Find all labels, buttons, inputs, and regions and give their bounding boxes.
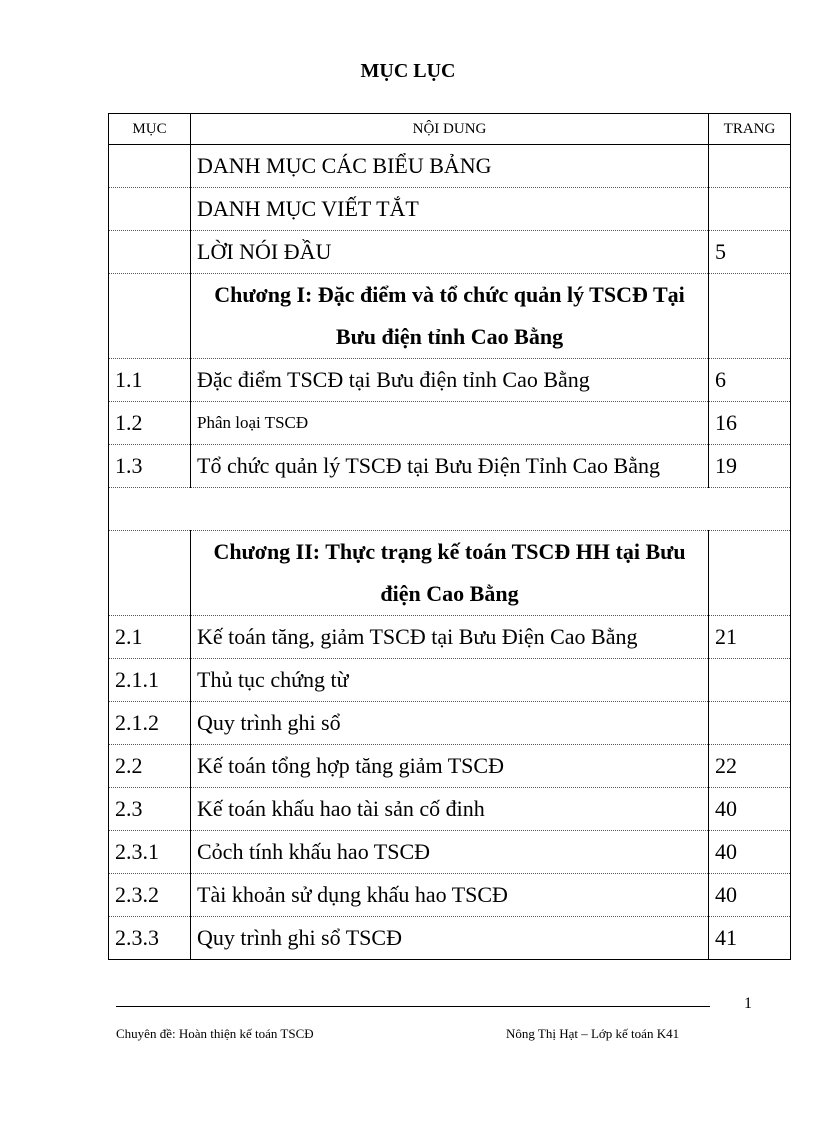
toc-row-page: 22 [709,745,791,788]
toc-row [109,874,791,917]
toc-row [109,359,791,402]
header-muc: MỤC [109,114,191,145]
page-title: MỤC LỤC [360,60,456,82]
toc-row-page [709,145,791,188]
toc-row-content: LỜI NÓI ĐẦU [191,231,709,274]
toc-row-page: 5 [709,231,791,274]
footer-topic: Chuyên đề: Hoàn thiện kế toán TSCĐ [116,1026,314,1041]
toc-row [109,188,791,231]
toc-row-number: 2.1 [109,616,191,659]
toc-row-number: 2.3.2 [109,874,191,917]
toc-row-content: Phân loại TSCĐ [191,402,709,445]
toc-row-number: 2.3.1 [109,831,191,874]
header-trang: TRANG [709,114,791,145]
toc-row-page: 19 [709,445,791,488]
toc-row-content: Cỏch tính khấu hao TSCĐ [191,831,709,874]
toc-header-row [109,114,791,145]
toc-row-content: Đặc điểm TSCĐ tại Bưu điện tỉnh Cao Bằng [191,359,709,402]
toc-row-content: Quy trình ghi sổ [191,702,709,745]
footer-divider [116,1006,710,1007]
toc-row-page: 40 [709,874,791,917]
spacer-cell [109,488,191,531]
toc-row [109,145,791,188]
toc-chapter-row [109,274,791,359]
toc-row-content: Tổ chức quản lý TSCĐ tại Bưu Điện Tỉnh Cao Bằng [191,445,709,488]
chapter-1-heading: Chương I: Đặc điểm và tổ chức quản lý TSCĐ Tại Bưu điện tỉnh Cao Bằng [191,274,709,359]
toc-row [109,231,791,274]
toc-row-number [109,231,191,274]
toc-row-number: 1.1 [109,359,191,402]
toc-row-number: 2.2 [109,745,191,788]
toc-row-content: Thủ tục chứng từ [191,659,709,702]
toc-row-page: 40 [709,831,791,874]
toc-row-page: 16 [709,402,791,445]
toc-chapter-row [109,531,791,616]
toc-row-content: DANH MỤC VIẾT TẮT [191,188,709,231]
toc-row [109,445,791,488]
toc-row [109,659,791,702]
toc-row-content: Quy trình ghi sổ TSCĐ [191,917,709,960]
toc-row-page: 6 [709,359,791,402]
toc-row-content: Tài khoản sử dụng khấu hao TSCĐ [191,874,709,917]
toc-row [109,917,791,960]
toc-row [109,831,791,874]
toc-row-number: 2.1.1 [109,659,191,702]
toc-row-content: Kế toán tăng, giảm TSCĐ tại Bưu Điện Cao Bằng [191,616,709,659]
toc-row-content: Kế toán khấu hao tài sản cố đinh [191,788,709,831]
toc-row-page: 41 [709,917,791,960]
toc-row-page [709,188,791,231]
toc-table [108,113,791,960]
toc-row-page: 40 [709,788,791,831]
page-number: 1 [744,995,752,1012]
toc-row-content: Kế toán tổng hợp tăng giảm TSCĐ [191,745,709,788]
toc-row [109,788,791,831]
toc-row-page [709,702,791,745]
toc-row-page [709,659,791,702]
chapter-2-heading: Chương II: Thực trạng kế toán TSCĐ HH tại Bưu điện Cao Bằng [191,531,709,616]
header-noi-dung: NỘI DUNG [191,114,709,145]
toc-row-page [709,274,791,359]
toc-row [109,702,791,745]
toc-row-number [109,531,191,616]
toc-row [109,402,791,445]
toc-row-number: 2.3.3 [109,917,191,960]
spacer-cell [191,488,709,531]
toc-row [109,745,791,788]
toc-row-number: 1.2 [109,402,191,445]
toc-spacer-row [109,488,791,531]
toc-row-number [109,145,191,188]
spacer-cell [709,488,791,531]
toc-row-content: DANH MỤC CÁC BIỂU BẢNG [191,145,709,188]
toc-row-number [109,274,191,359]
footer-author: Nông Thị Hạt – Lớp kế toán K41 [506,1026,680,1041]
toc-row-number: 1.3 [109,445,191,488]
toc-row-number [109,188,191,231]
toc-row-number: 2.3 [109,788,191,831]
toc-row-page: 21 [709,616,791,659]
toc-row [109,616,791,659]
toc-row-number: 2.1.2 [109,702,191,745]
toc-row-page [709,531,791,616]
